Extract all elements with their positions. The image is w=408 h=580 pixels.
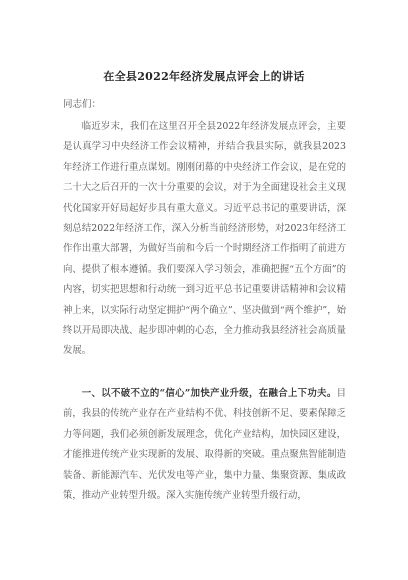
paragraph-2: [63, 384, 346, 506]
paragraph-2-text: 目前，我县的传统产业存在产业结构不优、科技创新不足、要素保障乏力等问题，我们必须创新发展理念，优化产业结构，加快园区建设，才能推进传统产业实现新的发展、取得新的突破。重点聚焦智能制造装备、新能源汽车、光伏发电等产业，集中力量、集聚资源、集成政策，推动产业转型升级。深入实施传统产业转型升级行动，: [63, 388, 346, 502]
section-heading: 一、以不破不立的“信心”加快产业升级，在融合上下功夫。: [81, 388, 337, 399]
salutation: 同志们：: [63, 99, 102, 110]
paragraph-1-text: 临近岁末，我们在这里召开全县2022年经济发展点评会，主要是认真学习中央经济工作会议精神，并结合我县实际，就我县2023年经济工作进行重点谋划。刚刚闭幕的中央经济工作会议，是在党的二十大之后召开的一次十分重要的会议，对于为全面建设社会主义现代化国家开好局起好步具有重大意义。习近平总书记的重要讲话，深刻总结2022年经济工作，深入分析当前经济形势，对2023年经济工作作出重大部署，为做好当前和今后一个时期经济工作指明了前进方向、提供了根本遵循。我们要深入学习领会，准确把握“五个方面”的内容，切实把思想和行动统一到习近平总书记重要讲话精神和会议精神上来，以实际行动坚定拥护“两个确立”、坚决做到“两个维护”，始终以开局即决战、起步即冲刺的心态，全力推动我县经济社会高质量发展。: [63, 121, 346, 357]
document-title: 在全县2022年经济发展点评会上的讲话: [103, 70, 305, 83]
paragraph-1: [63, 117, 346, 362]
